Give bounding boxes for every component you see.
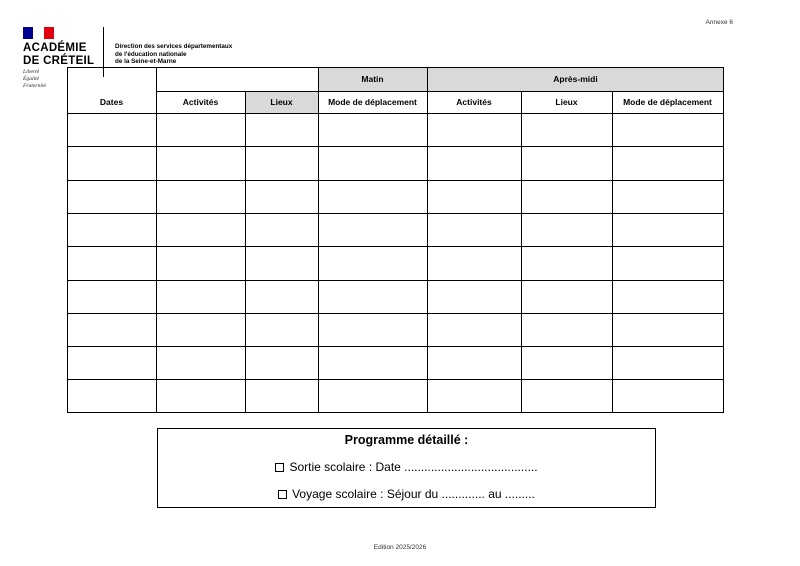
table-cell[interactable] <box>318 313 427 346</box>
table-cell[interactable] <box>521 313 612 346</box>
flag-red-band <box>44 27 54 39</box>
table-cell[interactable] <box>318 346 427 379</box>
table-cell[interactable] <box>612 346 723 379</box>
table-rule <box>67 113 724 114</box>
table-rule <box>67 412 724 413</box>
table-rule <box>67 313 724 314</box>
edition-label: Edition 2025/2026 <box>373 544 427 551</box>
motto-fraternite: Fraternité <box>23 83 46 89</box>
direction-line-1: Direction des services départementaux <box>115 43 233 50</box>
table-cell[interactable] <box>245 180 318 213</box>
table-cell[interactable] <box>318 280 427 313</box>
table-cell[interactable] <box>67 346 156 379</box>
table-cell[interactable] <box>245 313 318 346</box>
table-cell[interactable] <box>245 280 318 313</box>
table-cell[interactable] <box>318 246 427 279</box>
table-cell[interactable] <box>156 346 245 379</box>
programme-box <box>157 428 656 508</box>
voyage-checkbox[interactable] <box>278 490 287 499</box>
marianne-flag-icon <box>23 27 54 39</box>
table-cell[interactable] <box>245 213 318 246</box>
table-rule <box>67 246 724 247</box>
academie-line-2: DE CRÉTEIL <box>23 54 95 67</box>
sortie-scolaire-line <box>158 460 655 474</box>
table-cell[interactable] <box>427 246 521 279</box>
table-cell[interactable] <box>612 213 723 246</box>
table-cell[interactable] <box>521 379 612 412</box>
table-cell[interactable] <box>612 146 723 179</box>
republic-motto <box>23 69 46 90</box>
direction-block <box>115 43 232 66</box>
flag-blue-band <box>23 27 33 39</box>
table-cell[interactable] <box>156 113 245 146</box>
table-cell[interactable] <box>521 346 612 379</box>
academie-line-1: ACADÉMIE <box>23 42 87 54</box>
direction-line-3: de la Seine-et-Marne <box>115 58 177 65</box>
table-cell[interactable] <box>318 113 427 146</box>
table-cell[interactable] <box>245 246 318 279</box>
table-cell[interactable] <box>67 313 156 346</box>
table-cell[interactable] <box>245 113 318 146</box>
header-apres-midi-lieux: Lieux <box>555 97 578 107</box>
header-matin-activites: Activités <box>182 97 219 107</box>
table-cell[interactable] <box>318 213 427 246</box>
table-cell[interactable] <box>521 246 612 279</box>
voyage-label: Voyage scolaire : Séjour du ............. au ......... <box>292 487 535 501</box>
header-apres-midi-activites: Activités <box>456 97 492 107</box>
table-cell[interactable] <box>156 379 245 412</box>
table-cell[interactable] <box>427 180 521 213</box>
table-cell[interactable] <box>318 146 427 179</box>
table-cell[interactable] <box>156 246 245 279</box>
sortie-label: Sortie scolaire : Date ........................................ <box>289 460 538 474</box>
table-rule <box>156 91 724 92</box>
table-cell[interactable] <box>67 280 156 313</box>
table-cell[interactable] <box>612 280 723 313</box>
table-rule <box>67 146 724 147</box>
sortie-checkbox[interactable] <box>275 463 284 472</box>
table-cell[interactable] <box>521 113 612 146</box>
schedule-table <box>67 67 724 413</box>
table-rule <box>67 180 724 181</box>
table-rule <box>156 67 157 413</box>
table-cell[interactable] <box>612 113 723 146</box>
table-cell[interactable] <box>612 180 723 213</box>
header-dates: Dates <box>99 97 124 107</box>
table-cell[interactable] <box>427 346 521 379</box>
table-rule <box>67 346 724 347</box>
table-rule <box>427 67 428 413</box>
table-cell[interactable] <box>67 246 156 279</box>
table-cell[interactable] <box>427 146 521 179</box>
table-cell[interactable] <box>427 379 521 412</box>
table-cell[interactable] <box>67 146 156 179</box>
header-matin-lieux: Lieux <box>270 97 293 107</box>
table-rule <box>612 91 613 413</box>
table-cell[interactable] <box>67 113 156 146</box>
table-cell[interactable] <box>427 113 521 146</box>
header-matin: Matin <box>361 74 384 84</box>
table-rule <box>723 67 724 413</box>
table-cell[interactable] <box>521 146 612 179</box>
table-rule <box>67 280 724 281</box>
table-cell[interactable] <box>67 379 156 412</box>
table-cell[interactable] <box>245 379 318 412</box>
header-apres-midi-mode-deplacement: Mode de déplacement <box>623 97 712 107</box>
table-cell[interactable] <box>245 346 318 379</box>
table-cell[interactable] <box>612 379 723 412</box>
table-cell[interactable] <box>427 213 521 246</box>
header-matin-mode-deplacement: Mode de déplacement <box>328 97 417 107</box>
flag-white-band <box>33 27 43 39</box>
academie-name <box>23 42 94 67</box>
motto-egalite: Égalité <box>23 76 40 82</box>
motto-liberte: Liberté <box>23 69 40 75</box>
table-cell[interactable] <box>612 313 723 346</box>
table-cell[interactable] <box>156 280 245 313</box>
table-rule <box>245 91 246 413</box>
table-cell[interactable] <box>427 280 521 313</box>
voyage-scolaire-line <box>158 487 655 501</box>
table-rule <box>318 67 319 413</box>
table-cell[interactable] <box>612 246 723 279</box>
table-rule <box>67 213 724 214</box>
programme-title: Programme détaillé : <box>344 433 469 447</box>
table-rule <box>67 379 724 380</box>
table-cell[interactable] <box>318 180 427 213</box>
annexe-label: Annexe 6 <box>705 19 733 26</box>
table-rule <box>521 91 522 413</box>
table-cell[interactable] <box>67 213 156 246</box>
table-rule <box>67 67 724 68</box>
direction-line-2: de l'éducation nationale <box>115 50 187 58</box>
table-cell[interactable] <box>427 313 521 346</box>
table-cell[interactable] <box>67 180 156 213</box>
table-cell[interactable] <box>156 313 245 346</box>
table-cell[interactable] <box>318 379 427 412</box>
table-cell[interactable] <box>521 280 612 313</box>
table-cell[interactable] <box>521 180 612 213</box>
table-cell[interactable] <box>521 213 612 246</box>
table-cell[interactable] <box>156 180 245 213</box>
table-cell[interactable] <box>156 213 245 246</box>
table-cell[interactable] <box>156 146 245 179</box>
table-cell[interactable] <box>245 146 318 179</box>
table-rule <box>67 67 68 413</box>
header-apres-midi: Après-midi <box>553 74 598 84</box>
